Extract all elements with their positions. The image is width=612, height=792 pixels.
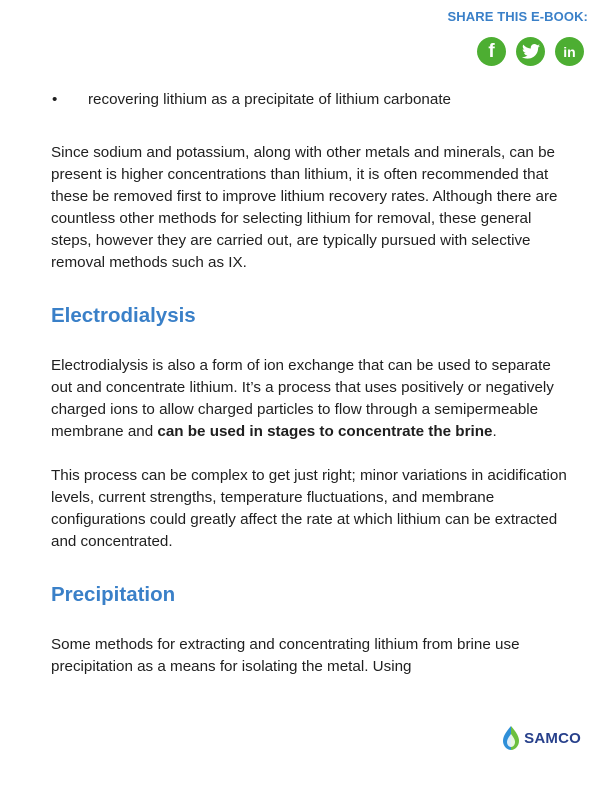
share-ebook-label: SHARE THIS E-BOOK: (447, 9, 588, 24)
page-content (51, 87, 576, 678)
linkedin-icon[interactable] (555, 37, 584, 66)
electrodialysis-text-end: . (492, 423, 497, 440)
bullet-marker: • (52, 91, 58, 108)
samco-logo-text: SAMCO (524, 729, 581, 747)
electrodialysis-text: Electrodialysis is also a form of ion exchange that can be used to separate out and concentrate lithium. It’s a process that uses positively or negatively charged ions to allow charged particles to flow through a semipermeable membrane and (51, 357, 554, 440)
samco-logo-mark (501, 725, 521, 751)
precipitation-paragraph: Some methods for extracting and concentrating lithium from brine use precipitation as a means for isolating the metal. Using (51, 636, 520, 675)
electrodialysis-paragraph-1 (51, 355, 576, 443)
bullet-item (51, 89, 576, 111)
linkedin-glyph: in (563, 43, 576, 60)
twitter-icon[interactable] (516, 37, 545, 66)
facebook-glyph: f (488, 40, 495, 62)
electrodialysis-paragraph-2: This process can be complex to get just right; minor variations in acidification levels, current strengths, temperature fluctuations, and membrane configurations could greatly affect the rate at which lithium can be extracted and concentrated. (51, 467, 567, 550)
precipitation-heading: Precipitation (51, 583, 176, 606)
share-icons (477, 37, 584, 66)
twitter-bird-glyph (522, 44, 540, 59)
electrodialysis-bold-text: can be used in stages to concentrate the brine (157, 423, 493, 440)
intro-paragraph: Since sodium and potassium, along with other metals and minerals, can be present is higher concentrations than lithium, it is often recommended that these be removed first to improve lithium recovery rates. Although there are countless other methods for selecting lithium for removal, these general steps, however they are carried out, are typically pursued with selective removal methods such as IX. (51, 144, 558, 271)
facebook-icon[interactable] (477, 37, 506, 66)
bullet-text: recovering lithium as a precipitate of lithium carbonate (88, 91, 451, 108)
samco-logo (501, 725, 581, 751)
electrodialysis-heading: Electrodialysis (51, 304, 196, 327)
